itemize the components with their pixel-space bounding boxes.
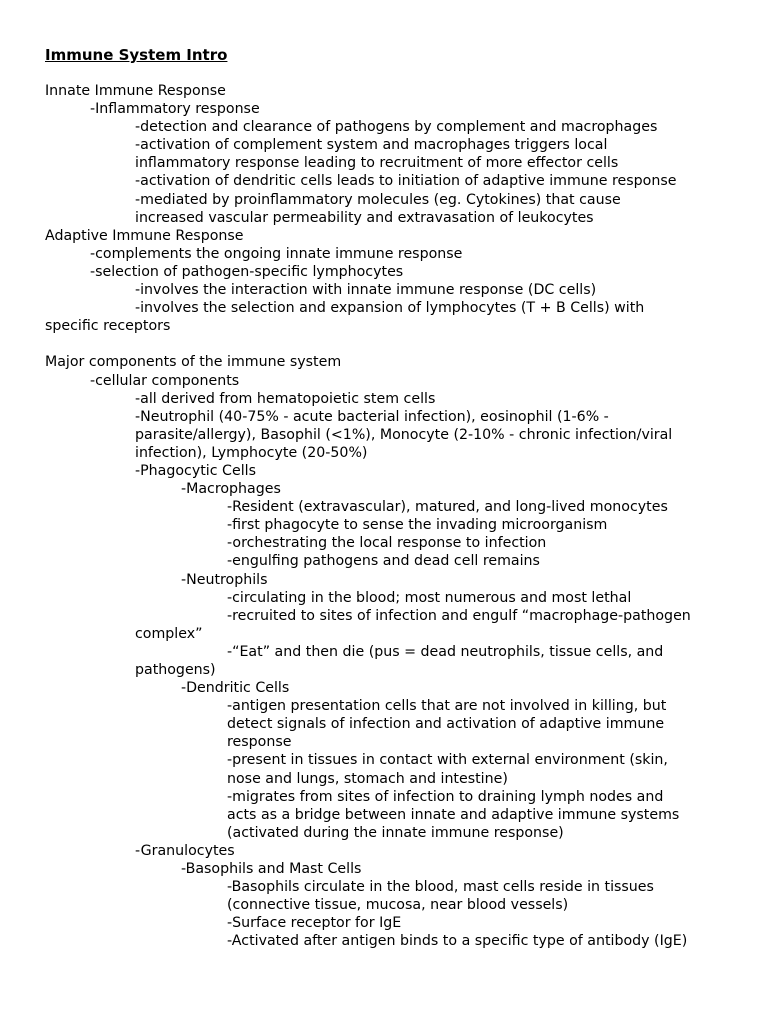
text-line: -involves the interaction with innate immune response (DC cells) (135, 282, 597, 299)
text-line: increased vascular permeability and extravasation of leukocytes (135, 209, 594, 226)
text-line: complex” (135, 625, 203, 642)
text-line: nose and lungs, stomach and intestine) (227, 770, 508, 787)
text-line: (activated during the innate immune response) (227, 824, 564, 841)
text-line: -first phagocyte to sense the invading microorganism (227, 517, 608, 534)
text-line: -Dendritic Cells (181, 680, 290, 697)
text-line: -Phagocytic Cells (135, 462, 256, 479)
document-title: Immune System Intro (45, 46, 228, 64)
text-line: -all derived from hematopoietic stem cells (135, 390, 436, 407)
text-line: -present in tissues in contact with external environment (skin, (227, 752, 668, 769)
text-line: response (227, 734, 292, 751)
text-line: -detection and clearance of pathogens by complement and macrophages (135, 119, 658, 136)
text-line: Adaptive Immune Response (45, 227, 244, 244)
text-line: inflammatory response leading to recruitment of more effector cells (135, 155, 619, 172)
document-body (45, 82, 735, 951)
text-line: acts as a bridge between innate and adaptive immune systems (227, 806, 680, 823)
text-line: Innate Immune Response (45, 83, 226, 99)
text-line: -antigen presentation cells that are not involved in killing, but (227, 698, 667, 715)
text-line: -Basophils and Mast Cells (181, 861, 362, 878)
text-line: -Activated after antigen binds to a specific type of antibody (IgE) (227, 933, 688, 950)
text-line: -mediated by proinflammatory molecules (eg. Cytokines) that cause (135, 191, 621, 208)
text-line: -Macrophages (181, 481, 281, 498)
blank-line (45, 335, 735, 353)
text-line: -Neutrophil (40-75% - acute bacterial infection), eosinophil (1-6% - (135, 408, 609, 425)
text-line: Major components of the immune system (45, 354, 342, 371)
text-line: -Basophils circulate in the blood, mast cells reside in tissues (227, 879, 654, 896)
text-line: -recruited to sites of infection and engulf “macrophage-pathogen (227, 607, 691, 624)
text-line: pathogens) (135, 662, 216, 678)
text-line: -Granulocytes (135, 842, 235, 859)
text-line: -selection of pathogen-specific lymphocytes (90, 263, 404, 280)
text-line: -orchestrating the local response to infection (227, 535, 547, 552)
text-line: -Surface receptor for IgE (227, 915, 402, 932)
text-line: specific receptors (45, 318, 171, 335)
text-line: -Neutrophils (181, 571, 268, 588)
text-line: -circulating in the blood; most numerous and most lethal (227, 589, 632, 606)
text-line: -migrates from sites of infection to draining lymph nodes and (227, 788, 664, 805)
text-line: -involves the selection and expansion of lymphocytes (T + B Cells) with (135, 300, 645, 317)
text-line: infection), Lymphocyte (20-50%) (135, 444, 368, 461)
text-line: -engulfing pathogens and dead cell remains (227, 553, 540, 570)
text-line: -activation of dendritic cells leads to initiation of adaptive immune response (135, 173, 677, 190)
text-line: -“Eat” and then die (pus = dead neutrophils, tissue cells, and (227, 643, 664, 660)
text-line: -activation of complement system and macrophages triggers local (135, 137, 608, 154)
text-line: -complements the ongoing innate immune response (90, 245, 463, 262)
text-line: detect signals of infection and activation of adaptive immune (227, 716, 665, 733)
text-line: (connective tissue, mucosa, near blood vessels) (227, 897, 569, 914)
text-line: parasite/allergy), Basophil (<1%), Monocyte (2-10% - chronic infection/viral (135, 426, 673, 443)
text-line: -cellular components (90, 372, 240, 389)
text-line: -Inflammatory response (90, 101, 260, 118)
text-line: -Resident (extravascular), matured, and long-lived monocytes (227, 499, 668, 516)
